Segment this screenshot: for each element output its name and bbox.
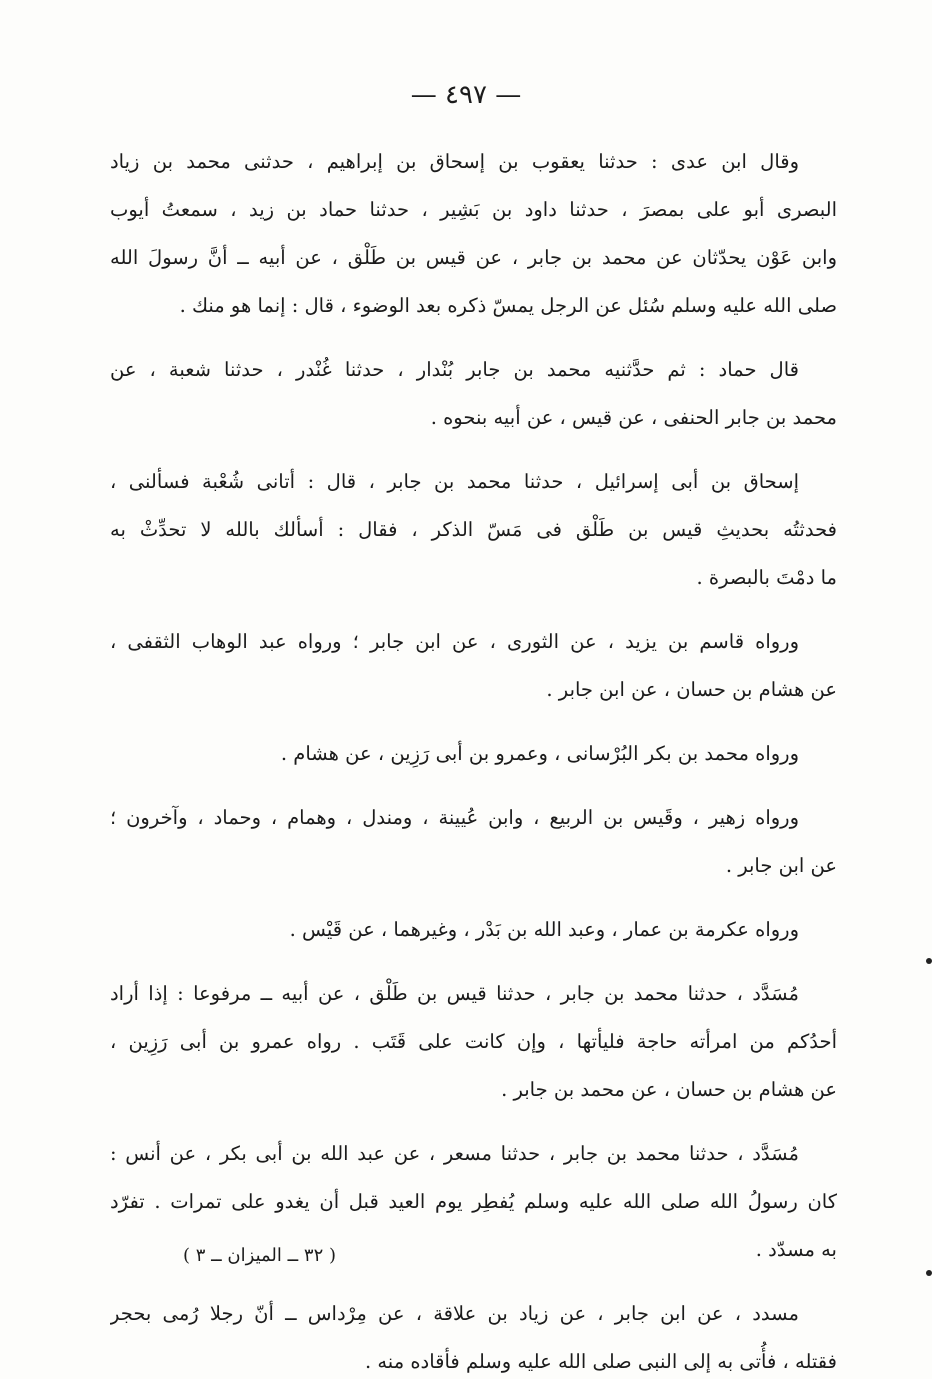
paragraph-gap [110, 1274, 837, 1290]
paragraph [110, 794, 837, 890]
paragraph-gap [110, 954, 837, 970]
paragraph [110, 138, 837, 330]
text-line: عن ابن جابر . [725, 854, 837, 877]
paragraph [110, 458, 837, 602]
paragraph-gap [110, 1114, 837, 1130]
text-line: مُسَدَّد ، حدثنا محمد بن جابر ، حدثنا مسعر ، عن عبد الله بن أبى بكر ، عن أنس : [110, 1142, 799, 1165]
paragraph-gap [110, 602, 837, 618]
text-line: وابن عَوْن يحدّثان عن محمد بن جابر ، عن قيس بن طَلْق ، عن أبيه ــ أنَّ رسولَ الله [110, 246, 837, 269]
text-line: عن هشام بن حسان ، عن ابن جابر . [546, 678, 837, 701]
paragraph [110, 618, 837, 714]
text-line: إسحاق بن أبى إسرائيل ، حدثنا محمد بن جابر ، قال : أتانى شُعْبة فسألنى ، [110, 470, 799, 493]
paragraph [110, 1290, 837, 1386]
paragraph-gap [110, 330, 837, 346]
paragraph [110, 906, 837, 954]
text-line: وقال ابن عدى : حدثنا يعقوب بن إسحاق بن إبراهيم ، حدثنى محمد بن زياد [110, 150, 799, 173]
main-text [110, 138, 837, 1386]
text-line: ورواه عكرمة بن عمار ، وعبد الله بن بَدْر ، وغيرهما ، عن قَيْس . [289, 918, 799, 941]
paragraph [110, 730, 837, 778]
text-line: محمد بن جابر الحنفى ، عن قيس ، عن أبيه بنحوه . [430, 406, 837, 429]
text-line: فقتله ، فأُتى به إلى النبى صلى الله عليه وسلم فأقاده منه . [364, 1350, 837, 1373]
text-line: مسدد ، عن ابن جابر ، عن زياد بن علاقة ، عن مِرْداس ــ أنّ رجلا رُمى بحجر [110, 1302, 799, 1325]
paragraph [110, 346, 837, 442]
page-number: — ٤٩٧ — [410, 80, 522, 110]
paragraph-gap [110, 442, 837, 458]
text-line: ورواه زهير ، وقَيس بن الربيع ، وابن عُيينة ، ومندل ، وهمام ، وحماد ، وآخرون ؛ [110, 806, 799, 829]
text-line: البصرى أبو على بمصرَ ، حدثنا داود بن بَشِير ، حدثنا حماد بن زيد ، سمعتُ أيوب [110, 198, 837, 221]
text-line: مُسَدَّد ، حدثنا محمد بن جابر ، حدثنا قيس بن طَلْق ، عن أبيه ــ مرفوعا : إذا أراد [110, 982, 799, 1005]
text-line: قال حماد : ثم حدَّثنيه محمد بن جابر بُنْدار ، حدثنا غُنْدر ، حدثنا شعبة ، عن [110, 358, 799, 381]
text-line: أحدُكم من امرأته حاجة فليأتها ، وإن كانت على قَتَب . رواه عمرو بن أبى رَزِين ، [110, 1030, 837, 1053]
paragraph-gap [110, 778, 837, 794]
text-line: ورواه قاسم بن يزيد ، عن الثورى ، عن ابن جابر ؛ ورواه عبد الوهاب الثقفى ، [110, 630, 799, 653]
footer-signature: ( ٣٢ ــ الميزان ــ ٣ ) [183, 1245, 336, 1266]
text-line: ورواه محمد بن بكر البُرْسانى ، وعمرو بن أبى رَزِين ، عن هشام . [280, 742, 799, 765]
paragraph-gap [110, 714, 837, 730]
text-line: به مسدّد . [755, 1238, 837, 1261]
text-line: عن هشام بن حسان ، عن محمد بن جابر . [501, 1078, 837, 1101]
edge-mark-top [926, 958, 932, 964]
text-line: ما دمْتَ بالبصرة . [696, 566, 837, 589]
paragraph-gap [110, 890, 837, 906]
paragraph [110, 970, 837, 1114]
text-line: صلى الله عليه وسلم سُئل عن الرجل يمسّ ذكره بعد الوضوء ، قال : إنما هو منك . [179, 294, 837, 317]
text-line: فحدثتُه بحديثِ قيس بن طَلْق فى مَسّ الذكر ، فقال : أسألك بالله لا تحدِّثْ به [110, 518, 837, 541]
edge-mark-bottom [926, 1270, 932, 1276]
text-line: كان رسولُ الله صلى الله عليه وسلم يُفطِر يوم العيد قبل أن يغدو على تمرات . تفرّد [110, 1190, 837, 1213]
